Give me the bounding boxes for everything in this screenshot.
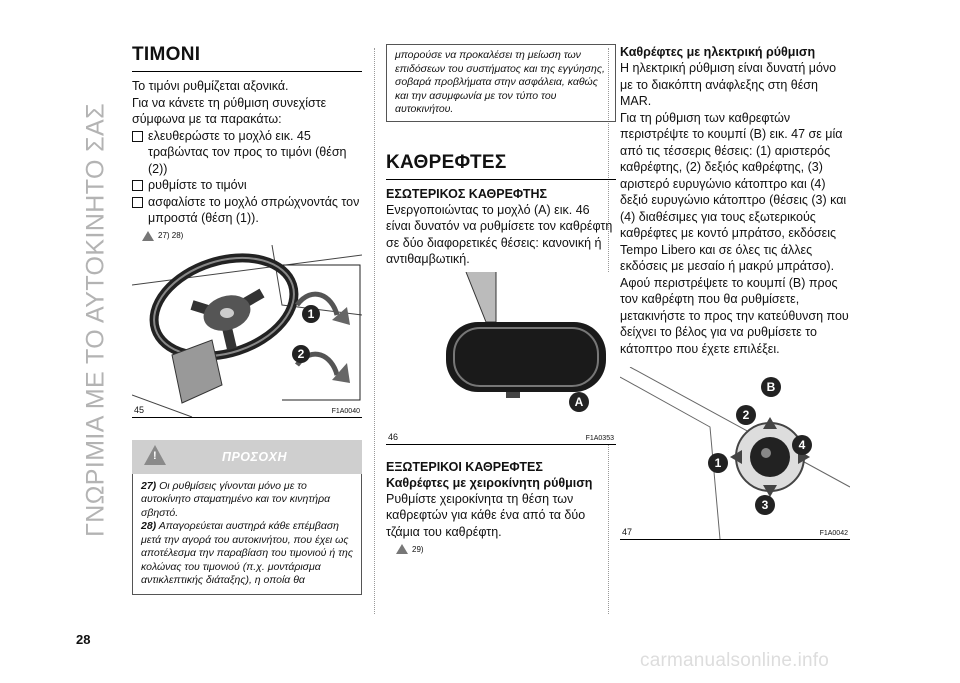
figure-code: F1A0042: [819, 530, 848, 537]
warning-continuation: μπορούσε να προκαλέσει τη μείωση των επιδόσεων του συστήματος και της εγγύησης, σοβαρά προβλήματα στην ασφάλεια, καθώς και την ασυμφωνία με τον τύπο του αυτοκινήτου.: [386, 44, 616, 122]
bullet-text: ασφαλίστε το μοχλό σπρώχνοντάς τον μπροστά (θέση (1)).: [148, 194, 360, 225]
section-title-steering: ΤΙΜΟΝΙ: [132, 44, 362, 72]
callout-4: 4: [792, 435, 812, 455]
warning-triangle-icon: [396, 544, 408, 554]
figure-45: [132, 245, 362, 418]
figure-number: 47: [622, 527, 633, 537]
refs-text: 27) 28): [158, 231, 184, 240]
warning-body: [132, 474, 362, 595]
callout-1: 1: [302, 305, 320, 323]
warning-refs: [142, 231, 362, 241]
bullet-text: ρυθμίστε το τιμόνι: [148, 178, 247, 192]
subheading-exterior-mirrors: ΕΞΩΤΕΡΙΚΟΙ ΚΑΘΡΕΦΤΕΣ: [386, 459, 543, 474]
warning-header: ! ΠΡΟΣΟΧΗ: [132, 440, 362, 474]
checkbox-bullet-icon: [132, 180, 143, 191]
steering-wheel-illustration: [132, 245, 362, 417]
subheading-interior-mirror: ΕΣΩΤΕΡΙΚΟΣ ΚΑΘΡΕΦΤΗΣ: [386, 186, 547, 201]
chapter-sidebar: [80, 40, 112, 600]
paragraph: Ενεργοποιώντας το μοχλό (A) εικ. 46 είναι δυνατόν να ρυθμίσετε τον καθρέφτη σε δύο διαφορετικές θέσεις: κανονική ή αντιθαμβωτική.: [386, 202, 613, 266]
paragraph: Αφού περιστρέψετε το κουμπί (B) προς τον καθρέφτη που θα ρυθμίσετε, μετακινήστε το προς την κατεύθυνση που δείχνει το βέλος για να ρυθμίσετε το κάτοπτρο που έχετε επιλέξει.: [620, 275, 849, 356]
callout-2: 2: [736, 405, 756, 425]
warning-item: 28) Απαγορεύεται αυστηρά κάθε επέμβαση μετά την αγορά του αυτοκινήτου, που έχει ως αποτέλεσμα την παραβίαση του τιμονιού ή της κολώνας του τιμονιού (π.χ. μοντάρισμα αντικλεπτικής διάταξης), η οποία θα: [141, 520, 353, 586]
column-steering: [132, 44, 362, 595]
paragraph: Το τιμόνι ρυθμίζεται αξονικά.: [132, 79, 289, 93]
paragraph: Για τη ρύθμιση των καθρεφτών περιστρέψτε το κουμπί (B) εικ. 47 σε μία από τις τέσσερις θέσεις: (1) αριστερός καθρέφτης, (2) δεξιός καθρέφτης, (3) αριστερό ευρυγώνιο κάτοπτρο και (4) δεξιό ευρυγώνιο κάτοπτρο (θέσεις (3) και (4) διαθέσιμες για τους εξωτερικούς καθρέφτες με κοντό μπράτσο, εκδόσεις Tempo Libero και σε όλες τις άλλες εκδόσεις με μεσαίο ή μακρύ μπράτσο).: [620, 110, 847, 273]
column-mirrors: [386, 44, 616, 558]
callout-2: 2: [292, 345, 310, 363]
bullet-item: [132, 128, 362, 178]
rearview-mirror-illustration: [386, 272, 616, 444]
paragraph: Ρυθμίστε χειροκίνητα τη θέση των καθρεφτών για κάθε ένα από τα δύο τζάμια του καθρέφτη.: [386, 491, 586, 539]
callout-3: 3: [755, 495, 775, 515]
warning-title: ΠΡΟΣΟΧΗ: [222, 449, 287, 464]
watermark: carmanualsonline.info: [640, 650, 830, 671]
paragraph: Η ηλεκτρική ρύθμιση είναι δυνατή μόνο με το διακόπτη ανάφλεξης στη θέση MAR.: [620, 61, 837, 108]
bullet-item: [132, 177, 362, 194]
warning-triangle-icon: [142, 231, 154, 241]
column-electric-mirrors: [620, 44, 850, 540]
figure-code: F1A0353: [585, 434, 614, 442]
figure-46: [386, 272, 616, 445]
callout-B: B: [761, 377, 781, 397]
checkbox-bullet-icon: [132, 197, 143, 208]
figure-47: [620, 367, 850, 540]
column-divider: [374, 48, 375, 614]
chapter-title: ΓΝΩΡΙΜΙΑ ΜΕ ΤΟ ΑΥΤΟΚΙΝΗΤΟ ΣΑΣ: [81, 103, 110, 537]
callout-A: A: [569, 392, 589, 412]
subheading-electric-adjustment: Καθρέφτες με ηλεκτρική ρύθμιση: [620, 45, 816, 59]
bullet-text: ελευθερώστε το μοχλό εικ. 45 τραβώντας τον προς το τιμόνι (θέση (2)): [148, 128, 347, 176]
callout-1: 1: [708, 453, 728, 473]
subheading-manual-adjustment: Καθρέφτες με χειροκίνητη ρύθμιση: [386, 475, 593, 490]
bullet-item: [132, 194, 362, 227]
figure-number: 45: [134, 404, 145, 415]
paragraph: Για να κάνετε τη ρύθμιση συνεχίστε σύμφωνα με τα παρακάτω:: [132, 95, 327, 126]
section-title-mirrors: ΚΑΘΡΕΦΤΕΣ: [386, 152, 616, 180]
checkbox-bullet-icon: [132, 131, 143, 142]
figure-code: F1A0040: [331, 407, 360, 415]
warning-refs: 29): [396, 544, 616, 554]
figure-number: 46: [388, 431, 399, 442]
mirror-control-knob-illustration: [620, 367, 850, 539]
page-number: 28: [76, 632, 91, 647]
warning-item: 27) Οι ρυθμίσεις γίνονται μόνο με το αυτοκίνητο σταματημένο και τον κινητήρα σβηστό.: [141, 479, 331, 519]
